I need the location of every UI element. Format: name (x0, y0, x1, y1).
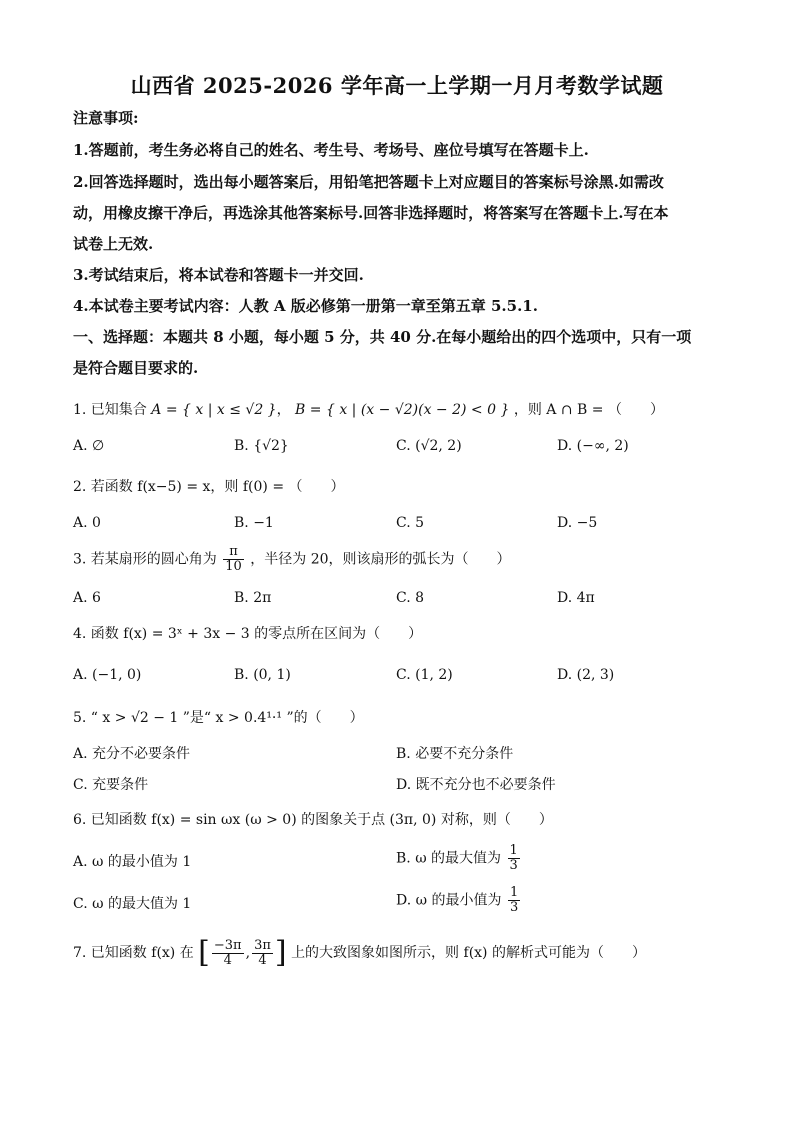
q4-option-d: D. (2, 3) (557, 667, 615, 683)
fraction-denominator: 4 (258, 952, 267, 968)
question-4: 4. 函数 f(x) = 3ˣ + 3x − 3 的零点所在区间为（ ） (73, 626, 423, 642)
q2-option-c: C. 5 (396, 515, 425, 531)
question-1 (73, 400, 664, 420)
q6-option-d (396, 886, 522, 915)
section-heading-line-2: 是符合题目要求的. (73, 359, 199, 377)
q5-option-a: A. 充分不必要条件 (73, 746, 191, 762)
q1-option-a: A. ∅ (73, 438, 105, 454)
q5-option-d: D. 既不充分也不必要条件 (396, 777, 556, 793)
notice-line-3: 3.考试结束后，将本试卷和答题卡一并交回. (73, 266, 364, 284)
q3-option-c: C. 8 (396, 590, 425, 606)
fraction-numerator: π (223, 545, 244, 560)
q3-option-a: A. 6 (73, 590, 101, 606)
fraction-left-bound (212, 939, 244, 968)
notice-line-4: 4.本试卷主要考试内容：人教 A 版必修第一册第一章至第五章 5.5.1. (73, 297, 538, 315)
interval-close-bracket: ] (274, 935, 287, 970)
q5-option-b: B. 必要不充分条件 (396, 746, 514, 762)
q5-option-c: C. 充要条件 (73, 777, 149, 793)
set-a: A = { x | x ≤ √2 } (151, 402, 277, 418)
q6-option-b-text: B. ω 的最大值为 (396, 850, 502, 867)
q6-option-d-text: D. ω 的最小值为 (396, 892, 502, 909)
q2-option-a: A. 0 (73, 515, 101, 531)
question-7-suffix: 上的大致图象如图所示，则 f(x) 的解析式可能为（ ） (291, 945, 646, 961)
fraction-numerator: 3π (254, 937, 271, 953)
question-7: 7. 已知函数 f(x) 在 [ $\frac{-3\pi}{4}$ , $\frac{3\pi}{4}$ ] 上的大致图象如图所示，则 f(x) 的解析式可能为（ ） (73, 935, 646, 970)
q4-option-c: C. (1, 2) (396, 667, 453, 683)
question-7-prefix: 7. 已知函数 f(x) 在 (73, 945, 194, 961)
question-6: 6. 已知函数 f(x) = sin ωx (ω > 0) 的图象关于点 (3π, 0) 对称，则（ ） (73, 812, 553, 828)
notice-line-1: 1.答题前，考生务必将自己的姓名、考生号、考场号、座位号填写在答题卡上. (73, 141, 589, 159)
q4-option-a: A. (−1, 0) (73, 667, 142, 683)
page-title: 山西省 2025-2026 学年高一上学期一月月考数学试题 (130, 73, 664, 98)
question-1-prefix: 1. 已知集合 (73, 402, 147, 418)
question-3-suffix: ，半径为 20，则该扇形的弧长为（ ） (250, 551, 511, 568)
question-3 (73, 545, 511, 574)
notice-line-2c: 试卷上无效. (73, 235, 154, 253)
q3-option-d: D. 4π (557, 590, 595, 606)
fraction-one-third (508, 844, 520, 873)
fraction-denominator: 4 (223, 952, 232, 968)
fraction-one-third (508, 886, 520, 915)
question-5: 5. “ x > √2 − 1 ”是“ x > 0.4¹·¹ ”的（ ） (73, 710, 364, 726)
notice-line-2a: 2.回答选择题时，选出每小题答案后，用铅笔把答题卡上对应题目的答案标号涂黑.如需改 (73, 173, 664, 191)
fraction-pi-over-10 (223, 545, 244, 574)
q1-option-c: C. (√2, 2) (396, 438, 462, 454)
q6-option-b (396, 844, 522, 873)
fraction-denominator: 3 (509, 858, 518, 873)
question-3-prefix: 3. 若某扇形的圆心角为 (73, 551, 217, 568)
notice-heading: 注意事项: (73, 109, 139, 127)
fraction-denominator: 3 (509, 900, 519, 915)
fraction-numerator: 1 (509, 843, 518, 858)
q2-option-d: D. −5 (557, 515, 598, 531)
fraction-numerator: −3π (213, 937, 242, 953)
set-b: B = { x | (x − √2)(x − 2) < 0 } (295, 402, 510, 418)
q4-option-b: B. (0, 1) (234, 667, 291, 683)
section-heading-line-1: 一、选择题：本题共 8 小题，每小题 5 分，共 40 分.在每小题给出的四个选项中，只有一项 (73, 328, 692, 346)
question-1-sep: ， (276, 402, 291, 418)
q2-option-b: B. −1 (234, 515, 274, 531)
q3-option-b: B. 2π (234, 590, 272, 606)
q1-option-b: B. {√2} (234, 438, 289, 454)
notice-line-2b: 动，用橡皮擦干净后，再选涂其他答案标号.回答非选择题时，将答案写在答题卡上.写在本 (73, 204, 669, 222)
fraction-right-bound (252, 939, 273, 968)
fraction-numerator: 1 (509, 885, 519, 900)
q6-option-c: C. ω 的最大值为 1 (73, 896, 192, 912)
interval-open-bracket: [ (198, 935, 210, 970)
q1-option-d: D. (−∞, 2) (557, 438, 629, 454)
fraction-denominator: 10 (225, 559, 242, 574)
q6-option-a: A. ω 的最小值为 1 (73, 854, 192, 870)
question-2: 2. 若函数 f(x−5) = x，则 f(0) = （ ） (73, 479, 345, 495)
question-1-suffix: ，则 A ∩ B = （ ） (513, 402, 664, 418)
